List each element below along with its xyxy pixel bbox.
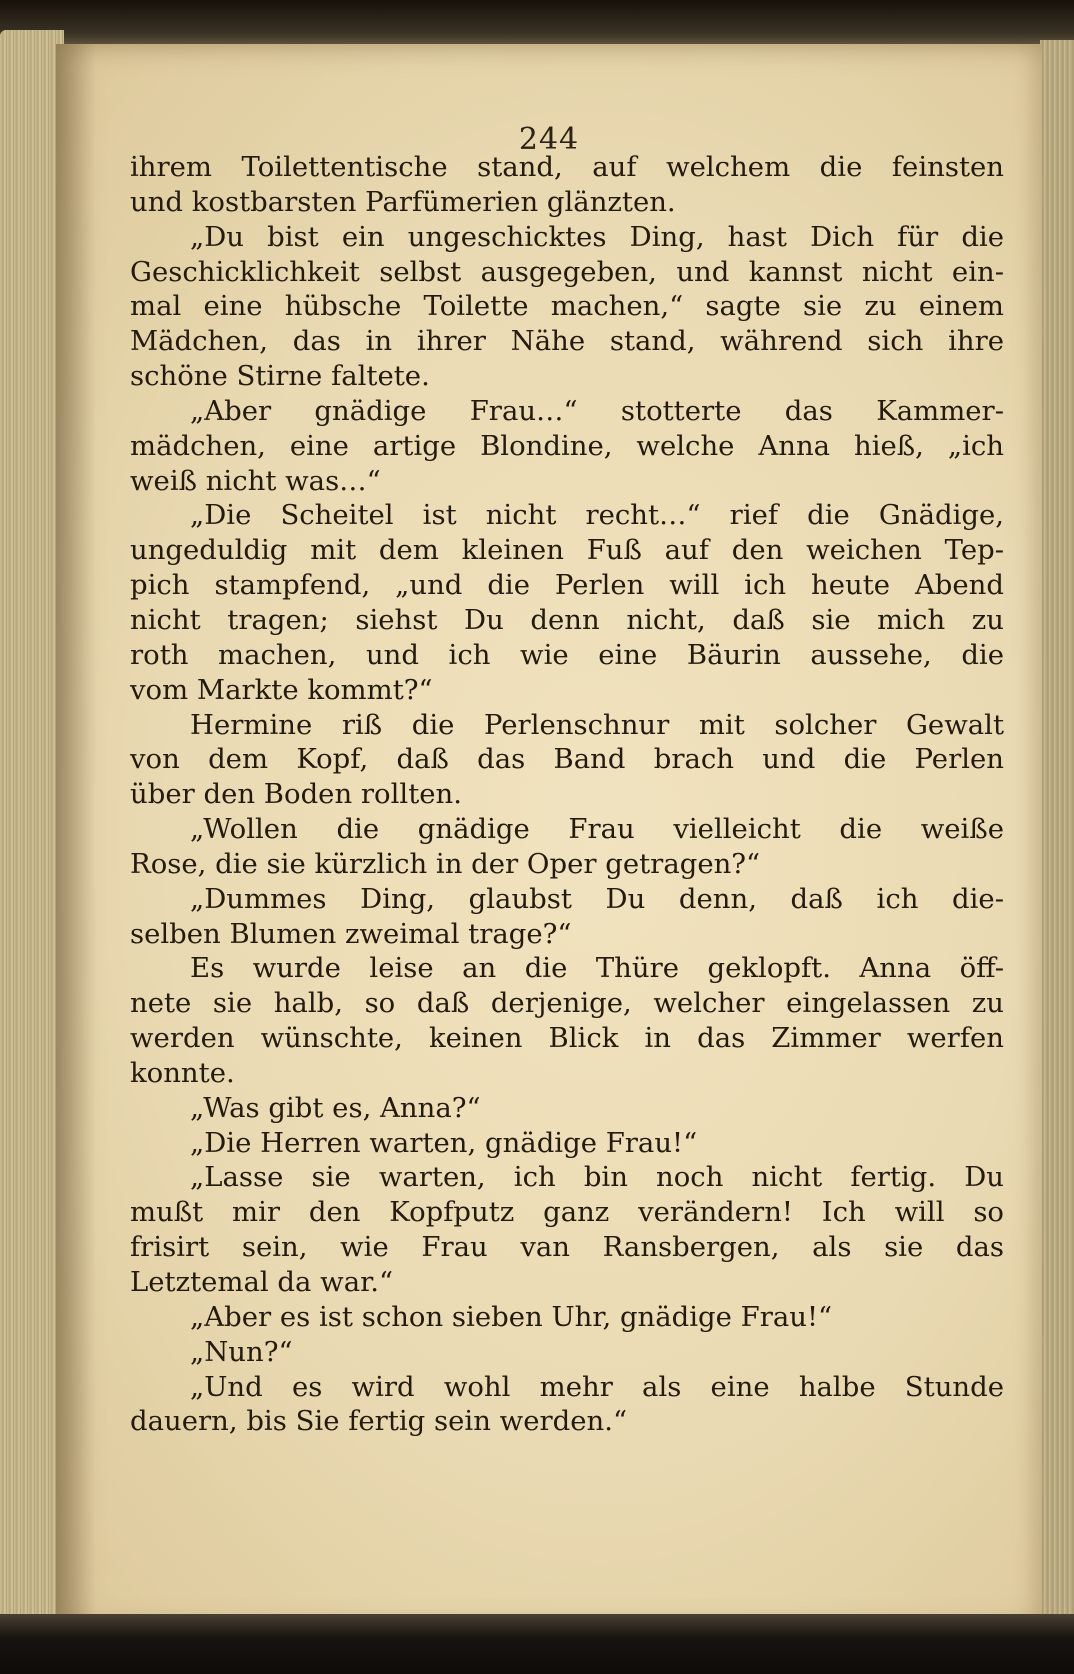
gutter-shadow <box>56 44 96 1630</box>
text-line: ungeduldig mit dem kleinen Fuß auf den weichen Tep- <box>130 534 1004 567</box>
text-line: vom Markte kommt?“ <box>130 673 433 706</box>
text-line: konnte. <box>130 1056 235 1089</box>
text-line: „Wollen die gnädige Frau vielleicht die weiße <box>190 813 1004 846</box>
text-line: „Lasse sie warten, ich bin noch nicht fertig. Du <box>190 1161 1004 1194</box>
text-line: „Was gibt es, Anna?“ <box>190 1091 481 1124</box>
text-line: nicht tragen; siehst Du denn nicht, daß sie mich zu <box>130 603 1004 636</box>
right-page-stack <box>1040 40 1074 1630</box>
text-line: mädchen, eine artige Blondine, welche Anna hieß, „ich <box>130 429 1004 462</box>
text-line: „Nun?“ <box>190 1335 293 1368</box>
text-line: Letztemal da war.“ <box>130 1266 394 1298</box>
text-line: von dem Kopf, daß das Band brach und die Perlen <box>130 743 1004 776</box>
text-line: mußt mir den Kopfputz ganz verändern! Ich will so <box>130 1196 1004 1229</box>
text-line: „Du bist ein ungeschicktes Ding, hast Dich für die <box>190 220 1004 253</box>
text-line: Geschicklichkeit selbst ausgegeben, und kannst nicht ein- <box>130 255 1004 288</box>
text-line: und kostbarsten Parfümerien glänzten. <box>130 185 676 218</box>
text-line: Es wurde leise an die Thüre geklopft. Anna öff- <box>190 952 1004 985</box>
text-line: „Aber gnädige Frau…“ stotterte das Kammer- <box>190 394 1004 427</box>
page-number: 244 <box>518 122 580 157</box>
text-line: pich stampfend, „und die Perlen will ich heute Abend <box>130 569 1004 602</box>
text-line: über den Boden rollten. <box>130 778 462 811</box>
text-line: nete sie halb, so daß derjenige, welcher eingelassen zu <box>130 987 1004 1020</box>
text-line: „Aber es ist schon sieben Uhr, gnädige Frau!“ <box>190 1300 833 1333</box>
text-line: selben Blumen zweimal trage?“ <box>130 917 572 950</box>
text-line: „Die Herren warten, gnädige Frau!“ <box>190 1126 698 1159</box>
text-line: weiß nicht was…“ <box>130 464 381 497</box>
text-line: „Und es wird wohl mehr als eine halbe Stunde <box>190 1370 1004 1403</box>
text-line: ihrem Toilettentische stand, auf welchem die feinsten <box>130 151 1004 183</box>
text-line: roth machen, und ich wie eine Bäurin aussehe, die <box>130 638 1004 671</box>
text-line: „Dummes Ding, glaubst Du denn, daß ich die- <box>190 882 1004 915</box>
text-line: Hermine riß die Perlenschnur mit solcher Gewalt <box>190 708 1004 741</box>
text-line: mal eine hübsche Toilette machen,“ sagte sie zu einem <box>130 290 1004 323</box>
text-line: frisirt sein, wie Frau van Ransbergen, als sie das <box>130 1231 1004 1264</box>
text-line: werden wünschte, keinen Blick in das Zimmer werfen <box>130 1022 1004 1055</box>
text-line: „Die Scheitel ist nicht recht…“ rief die Gnädige, <box>190 499 1004 532</box>
body-text <box>130 150 1004 1439</box>
text-line: Rose, die sie kürzlich in der Oper getragen?“ <box>130 847 761 880</box>
text-line: dauern, bis Sie fertig sein werden.“ <box>130 1405 628 1438</box>
bottom-book-edge <box>0 1614 1074 1674</box>
text-line: Mädchen, das in ihrer Nähe stand, während sich ihre <box>130 325 1004 358</box>
top-book-edge <box>0 0 1074 48</box>
text-line: schöne Stirne faltete. <box>130 360 430 393</box>
left-page-stack <box>0 30 64 1630</box>
